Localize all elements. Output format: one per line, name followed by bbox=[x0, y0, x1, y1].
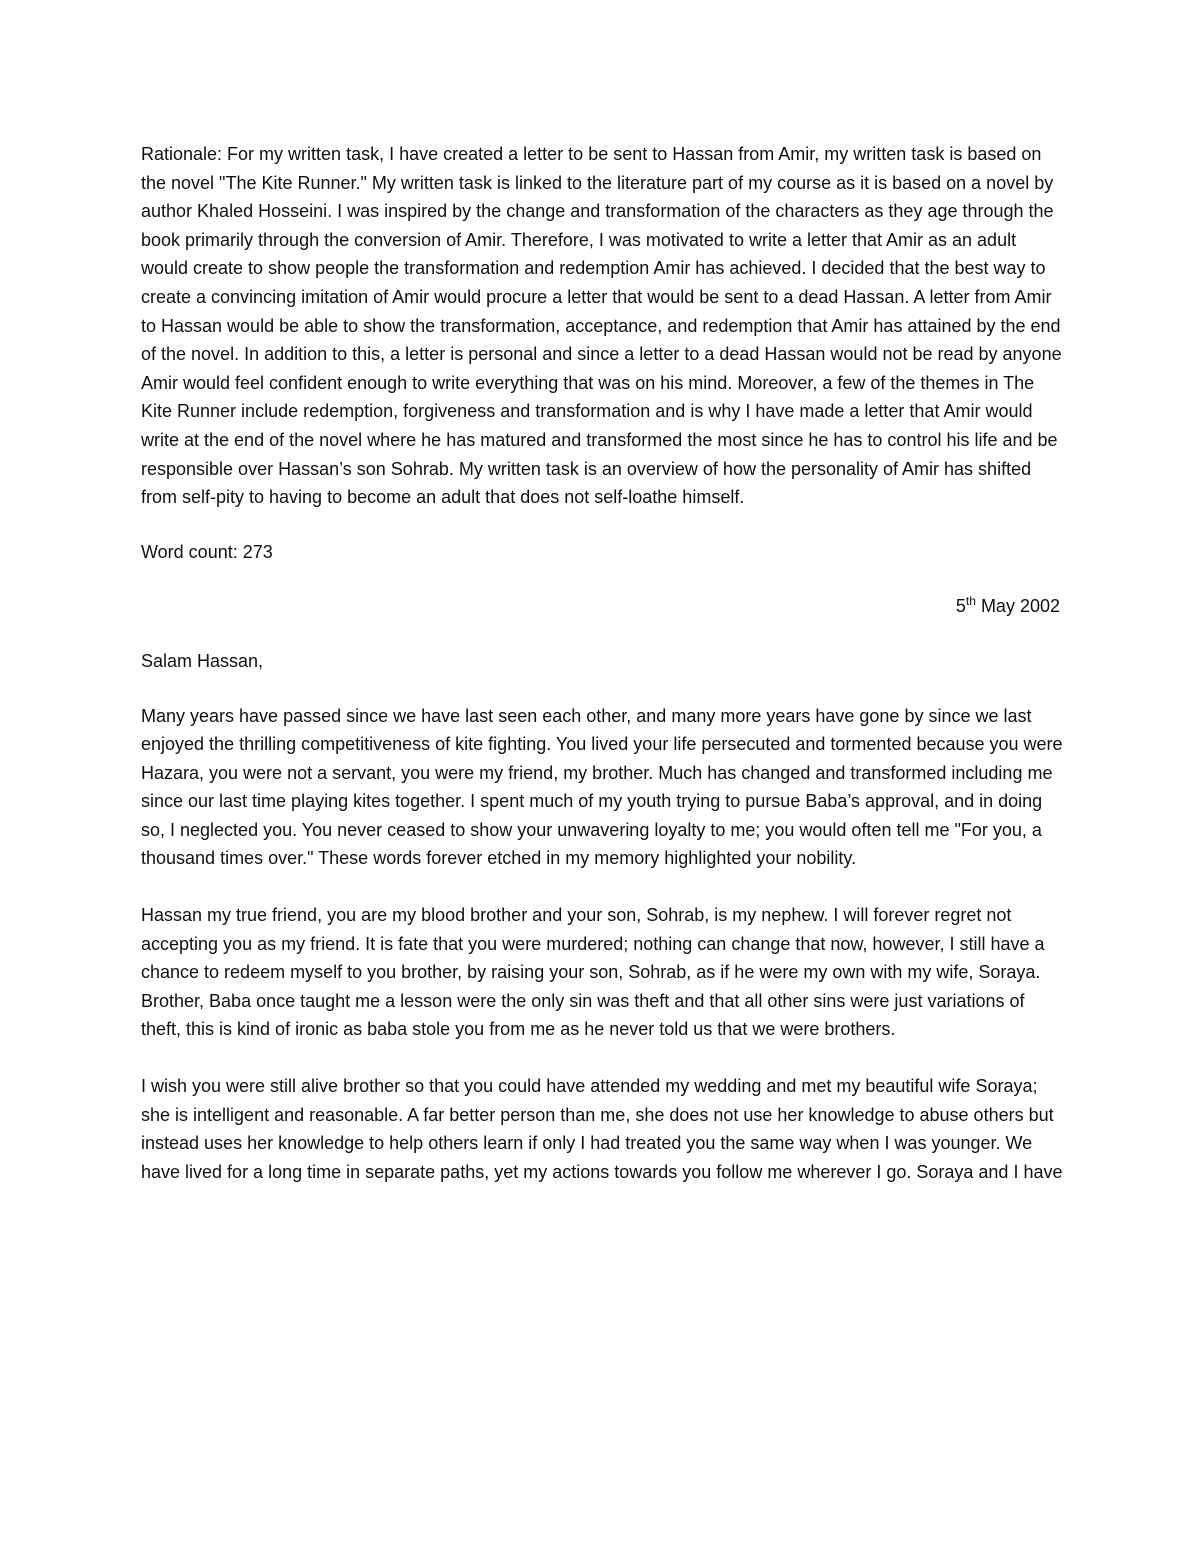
letter-paragraph: Hassan my true friend, you are my blood brother and your son, Sohrab, is my nephew. I will forever regret not accepting you as my friend. It is fate that you were murdered; nothing can change that now, however, I still have a chance to redeem myself to you brother, by raising your son, Sohrab, as if he were my own with my wife, Soraya. Brother, Baba once taught me a lesson were the only sin was theft and that all other sins were just variations of theft, this is kind of ironic as baba stole you from me as he never told us that we were brothers. bbox=[141, 905, 1045, 1040]
letter-paragraph: I wish you were still alive brother so that you could have attended my wedding and met my beautiful wife Soraya; she is intelligent and reasonable. A far better person than me, she does not use her knowledge to abuse others but instead uses her knowledge to help others learn if only I had treated you the same way when I was younger. We have lived for a long time in separate paths, yet my actions towards you follow me wherever I go. Soraya and I have bbox=[141, 1076, 1063, 1182]
letter-salutation: Salam Hassan, bbox=[141, 650, 264, 671]
date-rest: May 2002 bbox=[975, 596, 1060, 617]
spacer bbox=[141, 873, 1066, 901]
letter-paragraph: Many years have passed since we have last seen each other, and many more years have gone by since we last enjoyed the thrilling competitiveness of kite fighting. You lived your life persecuted and tormented because you were Hazara, you were not a servant, you were my friend, my brother. Much has changed and transformed including me since our last time playing kites together. I spent much of my youth trying to pursue Baba’s approval, and in doing so, I neglected you. You never ceased to show your unwavering loyalty to me; you would often tell me "For you, a thousand times over." These words forever etched in my memory highlighted your nobility. bbox=[141, 705, 1063, 869]
rationale-paragraph: Rationale: For my written task, I have created a letter to be sent to Hassan from Amir, my written task is based on the novel "The Kite Runner." My written task is linked to the literature part of my course as it is based on a novel by author Khaled Hosseini. I was inspired by the change and transformation of the characters as they age through the book primarily through the conversion of Amir. Therefore, I was motivated to write a letter that Amir as an adult would create to show people the transformation and redemption Amir has achieved. I decided that the best way to create a convincing imitation of Amir would procure a letter that would be sent to a dead Hassan. A letter from Amir to Hassan would be able to show the transformation, acceptance, and redemption that Amir has attained by the end of the novel. In addition to this, a letter is personal and since a letter to a dead Hassan would not be read by anyone Amir would feel confident enough to write everything that was on his mind. Moreover, a few of the themes in The Kite Runner include redemption, forgiveness and transformation and is why I have made a letter that Amir would write at the end of the novel where he has matured and transformed the most since he has to control his life and be responsible over Hassan’s son Sohrab. My written task is an overview of how the personality of Amir has shifted from self-pity to having to become an adult that does not self-loathe himself. bbox=[141, 144, 1062, 508]
document-body bbox=[141, 140, 1066, 1186]
spacer bbox=[141, 621, 1066, 647]
spacer bbox=[141, 1044, 1066, 1072]
date-day: 5 bbox=[955, 596, 966, 617]
spacer bbox=[141, 512, 1066, 538]
spacer bbox=[141, 566, 1066, 592]
letter-date bbox=[141, 592, 1066, 621]
word-count: Word count: 273 bbox=[141, 541, 273, 562]
date-suffix: th bbox=[965, 594, 976, 609]
spacer bbox=[141, 676, 1066, 702]
